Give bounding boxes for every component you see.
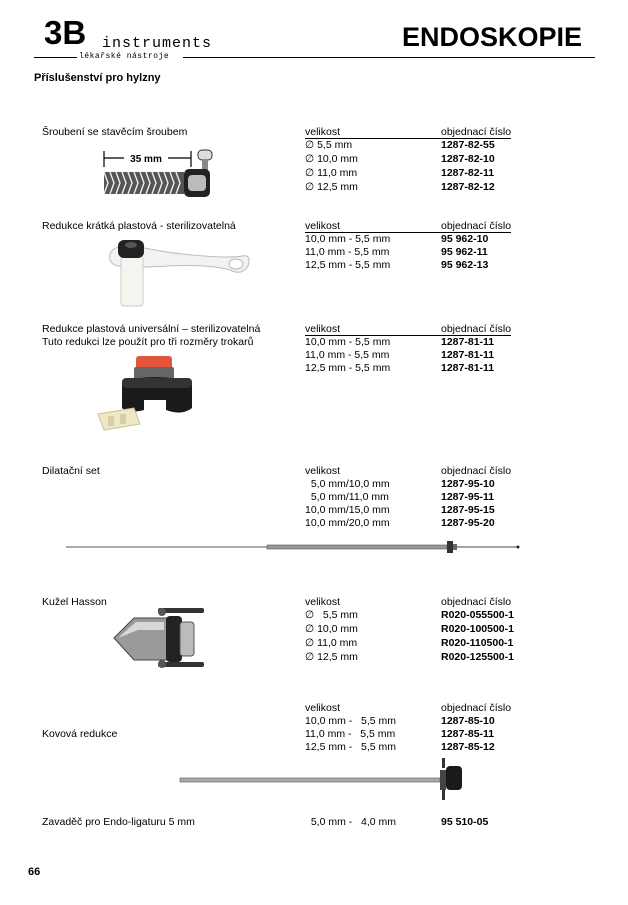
order-number-cell: 1287-85-10	[441, 715, 495, 727]
section-title: Kužel Hasson	[42, 596, 107, 608]
size-cell: ∅ 12,5 mm	[305, 651, 358, 663]
order-number-cell: R020-125500-1	[441, 651, 514, 663]
universal-reducer-image	[94, 352, 204, 438]
order-number-column-header: objednací číslo	[441, 596, 512, 608]
page-number: 66	[28, 866, 41, 878]
order-number-cell: 1287-82-10	[441, 153, 495, 165]
size-cell: 10,0 mm - 5,5 mm	[305, 336, 391, 348]
order-number-column-header: objednací číslo	[441, 126, 512, 138]
section-title: Zavaděč pro Endo-ligaturu 5 mm	[42, 816, 195, 828]
size-cell: 10,0 mm/15,0 mm	[305, 504, 390, 516]
size-cell: ∅ 11,0 mm	[305, 637, 358, 649]
order-number-cell: 1287-95-10	[441, 478, 495, 490]
brand-mark: 3B	[44, 14, 87, 51]
order-number-cell: 1287-82-12	[441, 181, 495, 193]
order-number-column-header: objednací číslo	[441, 465, 512, 477]
order-number-cell: 1287-82-55	[441, 139, 495, 151]
order-number-cell: 1287-81-11	[441, 349, 495, 361]
order-number-cell: 1287-95-15	[441, 504, 495, 516]
size-cell: 12,5 mm - 5,5 mm	[305, 259, 391, 271]
page-subtitle: Příslušenství pro hylzny	[34, 72, 161, 84]
metal-reducer-image	[178, 758, 468, 802]
order-number-cell: 1287-81-11	[441, 336, 495, 348]
order-number-cell: R020-055500-1	[441, 609, 514, 621]
order-number-cell: R020-110500-1	[441, 637, 514, 649]
size-cell: 10,0 mm - 5,5 mm	[305, 233, 391, 245]
order-number-cell: R020-100500-1	[441, 623, 514, 635]
order-number-cell: 1287-85-12	[441, 741, 495, 753]
order-number-cell: 95 962-11	[441, 246, 488, 258]
size-cell: ∅ 10,0 mm	[305, 153, 358, 165]
size-cell: 11,0 mm - 5,5 mm	[305, 349, 390, 361]
size-cell: ∅ 5,5 mm	[305, 609, 358, 621]
section-description: Tuto redukci lze použít pro tři rozměry trokarů	[42, 336, 254, 348]
order-number-cell: 95 962-10	[441, 233, 489, 245]
section-title: Redukce plastová universální – sterilizovatelná	[42, 323, 261, 335]
size-column-header: velikost	[305, 702, 341, 714]
size-cell: 11,0 mm - 5,5 mm	[305, 728, 396, 740]
section-title: Dilatační set	[42, 465, 100, 477]
size-cell: 10,0 mm/20,0 mm	[305, 517, 390, 529]
size-cell: ∅ 5,5 mm	[305, 139, 353, 151]
header-rule-right	[183, 57, 595, 58]
size-column-header: velikost	[305, 126, 441, 139]
size-cell: 11,0 mm - 5,5 mm	[305, 246, 390, 258]
order-number-column-header: objednací číslo	[441, 323, 512, 335]
brand-wordmark: instruments	[102, 35, 213, 52]
size-column-header: velikost	[305, 596, 341, 608]
hasson-cone-image	[110, 604, 210, 674]
order-number-column-header: objednací číslo	[441, 220, 512, 232]
section-title: Redukce krátká plastová - sterilizovatelná	[42, 220, 236, 232]
order-number-cell: 1287-85-11	[441, 728, 495, 740]
size-cell: ∅ 11,0 mm	[305, 167, 358, 179]
short-reducer-image	[104, 236, 254, 314]
size-cell: 12,5 mm - 5,5 mm	[305, 741, 397, 753]
size-cell: ∅ 12,5 mm	[305, 181, 358, 193]
brand-tagline: lékařské nástroje	[79, 52, 170, 61]
order-number-cell: 95 962-13	[441, 259, 489, 271]
screw-fitting-image	[96, 145, 216, 205]
section-title: Šroubení se stavěcím šroubem	[42, 126, 188, 138]
dimension-label: 35 mm	[130, 154, 162, 165]
order-number-cell: 1287-95-20	[441, 517, 495, 529]
dilatation-set-image	[62, 536, 522, 558]
order-number-cell: 95 510-05	[441, 816, 489, 828]
order-number-cell: 1287-82-11	[441, 167, 495, 179]
order-number-cell: 1287-95-11	[441, 491, 495, 503]
order-number-cell: 1287-81-11	[441, 362, 495, 374]
size-column-header: velikost	[305, 220, 441, 233]
size-cell: ∅ 10,0 mm	[305, 623, 358, 635]
size-cell: 5,0 mm/10,0 mm	[305, 478, 390, 490]
page-title: ENDOSKOPIE	[401, 22, 582, 52]
section-title: Kovová redukce	[42, 728, 118, 740]
order-number-column-header: objednací číslo	[441, 702, 512, 714]
header-rule-left	[34, 57, 77, 58]
size-column-header: velikost	[305, 323, 441, 336]
size-cell: 5,0 mm - 4,0 mm	[305, 816, 397, 828]
size-cell: 12,5 mm - 5,5 mm	[305, 362, 391, 374]
size-column-header: velikost	[305, 465, 341, 477]
size-cell: 10,0 mm - 5,5 mm	[305, 715, 397, 727]
size-cell: 5,0 mm/11,0 mm	[305, 491, 389, 503]
